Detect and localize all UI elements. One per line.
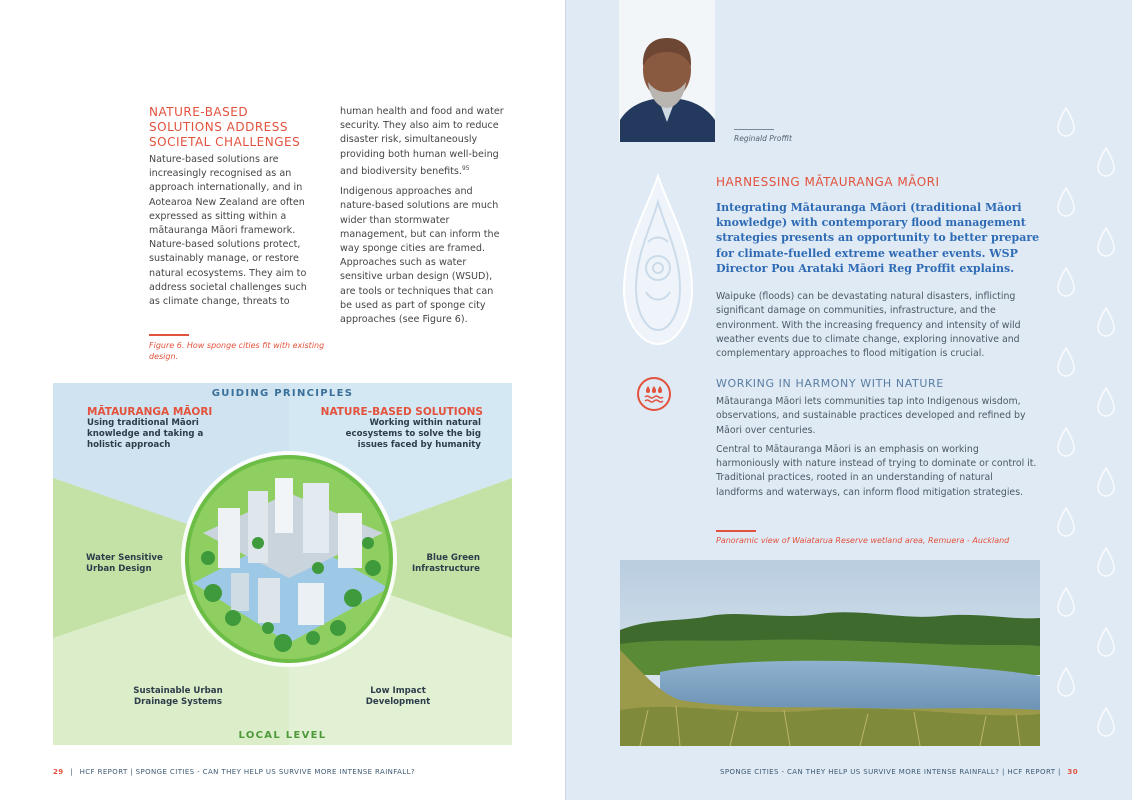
page-number: 29 bbox=[53, 768, 64, 776]
footer-text: SPONGE CITIES - CAN THEY HELP US SURVIVE MORE INTENSE RAINFALL? | HCF REPORT | bbox=[720, 768, 1061, 776]
portrait-photo bbox=[620, 0, 715, 142]
footer-text: HCF REPORT | SPONGE CITIES - CAN THEY HELP US SURVIVE MORE INTENSE RAINFALL? bbox=[79, 768, 415, 776]
footer-left: 29 | HCF REPORT | SPONGE CITIES - CAN THEY HELP US SURVIVE MORE INTENSE RAINFALL? bbox=[53, 768, 415, 776]
wsud-label: Water Sensitive Urban Design bbox=[86, 553, 163, 574]
body-column-2 bbox=[340, 105, 508, 333]
wetland-image bbox=[620, 560, 1040, 746]
body-paragraph: Indigenous approaches and nature-based solutions are much wider than stormwater management, but can inform the way sponge cities are framed. Approaches such as water sensitive urban design (WSUD), are tools or techniques that can be used as part of sponge city approaches (see Figure 6). bbox=[340, 186, 500, 326]
koru-droplet-icon bbox=[618, 172, 698, 352]
matauranga-title: MĀTAURANGA MĀORI bbox=[87, 406, 213, 418]
local-level-label: LOCAL LEVEL bbox=[238, 730, 327, 741]
guiding-principles-label: GUIDING PRINCIPLES bbox=[211, 388, 354, 399]
footer-right bbox=[720, 768, 1078, 776]
droplet-pattern-icon bbox=[1046, 0, 1132, 800]
body-harmony bbox=[716, 395, 1041, 505]
suds-label: Sustainable Urban Drainage Systems bbox=[133, 686, 223, 707]
body-intro bbox=[716, 290, 1041, 366]
body-paragraph: Central to Mātauranga Māori is an emphasis on working harmoniously with nature instead of trying to dominate or control it. Traditional practices, rooted in an understanding of natural landforms and waterways, can inform flood mitigation strategies. bbox=[716, 443, 1037, 498]
body-paragraph-text: human health and food and water security. They also aim to reduce disaster risk, simultaneously providing both human well-being and biodiversity benefits. bbox=[340, 106, 504, 177]
lead-paragraph: Integrating Mātauranga Māori (traditional Māori knowledge) with contemporary flood management strategies presents an opportunity to better prepare for climate-fuelled extreme weather events. WSP Director Pou Arataki Māori Reg Proffit explains. bbox=[716, 201, 1040, 275]
nbs-desc: Working within natural ecosystems to solve the big issues faced by humanity bbox=[345, 418, 481, 450]
body-paragraph: Nature-based solutions are increasingly recognised as an approach internationally, and in Aotearoa New Zealand are often expressed as sitting within a mātauranga Māori framework. Nature-based solutions protect, sustainably manage, or restore natural ecosystems. They aim to address societal challenges such as climate change, threats to bbox=[149, 154, 307, 308]
section-heading: NATURE-BASED SOLUTIONS ADDRESS SOCIETAL CHALLENGES bbox=[149, 105, 301, 149]
body-column-1 bbox=[149, 153, 317, 315]
footnote-ref: 95 bbox=[461, 164, 470, 172]
wetland-photo bbox=[620, 560, 1040, 746]
photo-caption: Panoramic view of Waiatarua Reserve wetland area, Remuera - Auckland bbox=[716, 536, 1010, 545]
portrait-rule bbox=[734, 129, 774, 130]
portrait-image bbox=[620, 0, 715, 142]
body-paragraph: Mātauranga Māori lets communities tap into Indigenous wisdom, observations, and sustainable practices developed and refined by Māori over centuries. bbox=[716, 396, 1026, 436]
subheading: WORKING IN HARMONY WITH NATURE bbox=[716, 377, 944, 390]
caption-rule bbox=[149, 334, 189, 336]
page-number: 30 bbox=[1067, 768, 1078, 776]
matauranga-desc: Using traditional Māori knowledge and taking a holistic approach bbox=[87, 418, 204, 450]
water-droplets-icon bbox=[636, 376, 672, 412]
nbs-title: NATURE-BASED SOLUTIONS bbox=[320, 406, 483, 418]
body-paragraph bbox=[340, 105, 508, 179]
caption-rule bbox=[716, 530, 756, 532]
bgi-label: Blue Green Infrastructure bbox=[411, 553, 480, 574]
sponge-city-figure bbox=[53, 383, 512, 745]
portrait-caption: Reginald Proffit bbox=[734, 134, 792, 143]
section-heading: HARNESSING MĀTAURANGA MĀORI bbox=[716, 175, 940, 189]
lid-label: Low Impact Development bbox=[365, 686, 431, 707]
right-page bbox=[566, 0, 1132, 800]
body-paragraph: Waipuke (floods) can be devastating natural disasters, inflicting significant damage on communities, infrastructure, and the environment. With the increasing frequency and intensity of wild weather events due to climate change, exploring innovative and complementary approaches to flood mitigation is crucial. bbox=[716, 291, 1021, 360]
figure-caption: Figure 6. How sponge cities fit with existing design. bbox=[149, 341, 325, 361]
